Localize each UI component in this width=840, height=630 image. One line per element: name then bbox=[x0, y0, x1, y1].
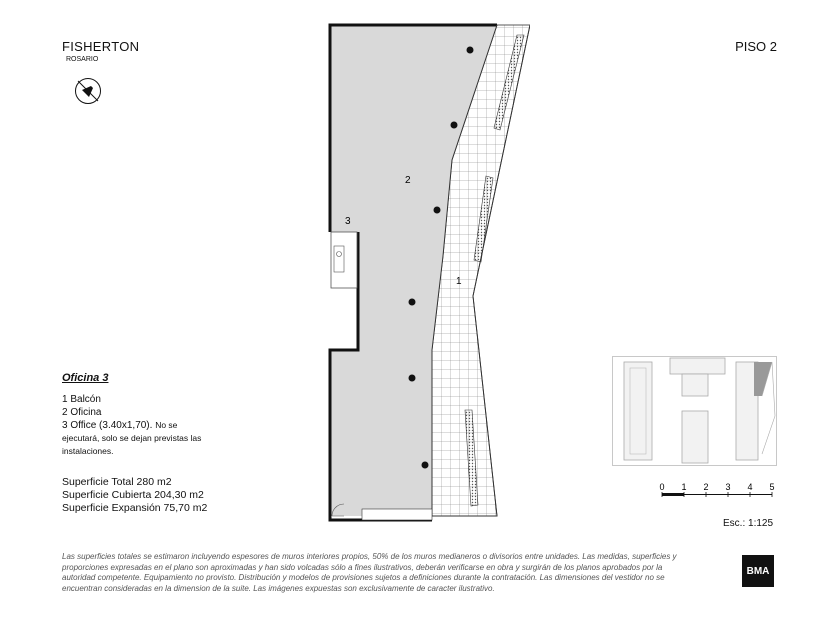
room-label: 3 Office (3.40x1,70). bbox=[62, 420, 153, 431]
key-plan bbox=[612, 356, 777, 466]
scale-bar bbox=[652, 481, 782, 507]
room-number: 3 bbox=[345, 216, 351, 227]
project-title: FISHERTON bbox=[62, 39, 140, 54]
column bbox=[422, 462, 429, 469]
surface-covered: Superficie Cubierta 204,30 m2 bbox=[62, 489, 204, 501]
scale-label: Esc.: 1:125 bbox=[723, 518, 774, 529]
room-list-item: 2 Oficina bbox=[62, 407, 102, 418]
unit-title: Oficina 3 bbox=[62, 372, 109, 384]
column bbox=[409, 299, 416, 306]
room-list-item bbox=[62, 419, 214, 458]
project-city: ROSARIO bbox=[66, 56, 99, 63]
svg-text:5: 5 bbox=[769, 482, 775, 492]
disclaimer-text: Las superficies totales se estimaron incluyendo espesores de muros interiores propios, 50% de los muros medianeros o divisorios entre unidades. Las medidas, superficies y proporciones expresadas en el plano son aproximadas y han sido volcadas sólo a fines ilustrativos, deberán verificarse en obra y surgirán de los planos aprobados por la autoridad competente. Equipamiento no provisto. Distribución y modelos de provisiones sujetos a definiciones durante la contratación. Las dimensiones del vestidor no se encuentran consideradas en la dimension de la suite. Las imágenes expuestas son exclusivamente de caracter ilustrativo. bbox=[62, 552, 677, 593]
column bbox=[434, 207, 441, 214]
bma-logo: BMA bbox=[742, 555, 774, 587]
floor-label: PISO 2 bbox=[735, 39, 777, 54]
room-list-item: 1 Balcón bbox=[62, 394, 101, 405]
column bbox=[451, 122, 458, 129]
svg-text:1: 1 bbox=[681, 482, 687, 492]
svg-text:4: 4 bbox=[747, 482, 753, 492]
floor-plan bbox=[300, 18, 530, 528]
svg-text:2: 2 bbox=[703, 482, 709, 492]
column bbox=[467, 47, 474, 54]
room-number: 1 bbox=[456, 276, 462, 287]
north-arrow-icon bbox=[74, 77, 102, 105]
room-note: No se ejecutará, solo se dejan previstas las instalaciones. bbox=[62, 420, 202, 456]
column bbox=[409, 375, 416, 382]
room-number: 2 bbox=[405, 175, 411, 186]
svg-text:0: 0 bbox=[659, 482, 665, 492]
window-strip bbox=[362, 509, 432, 520]
surface-expansion: Superficie Expansión 75,70 m2 bbox=[62, 502, 208, 514]
surface-total: Superficie Total 280 m2 bbox=[62, 476, 172, 488]
svg-text:3: 3 bbox=[725, 482, 731, 492]
